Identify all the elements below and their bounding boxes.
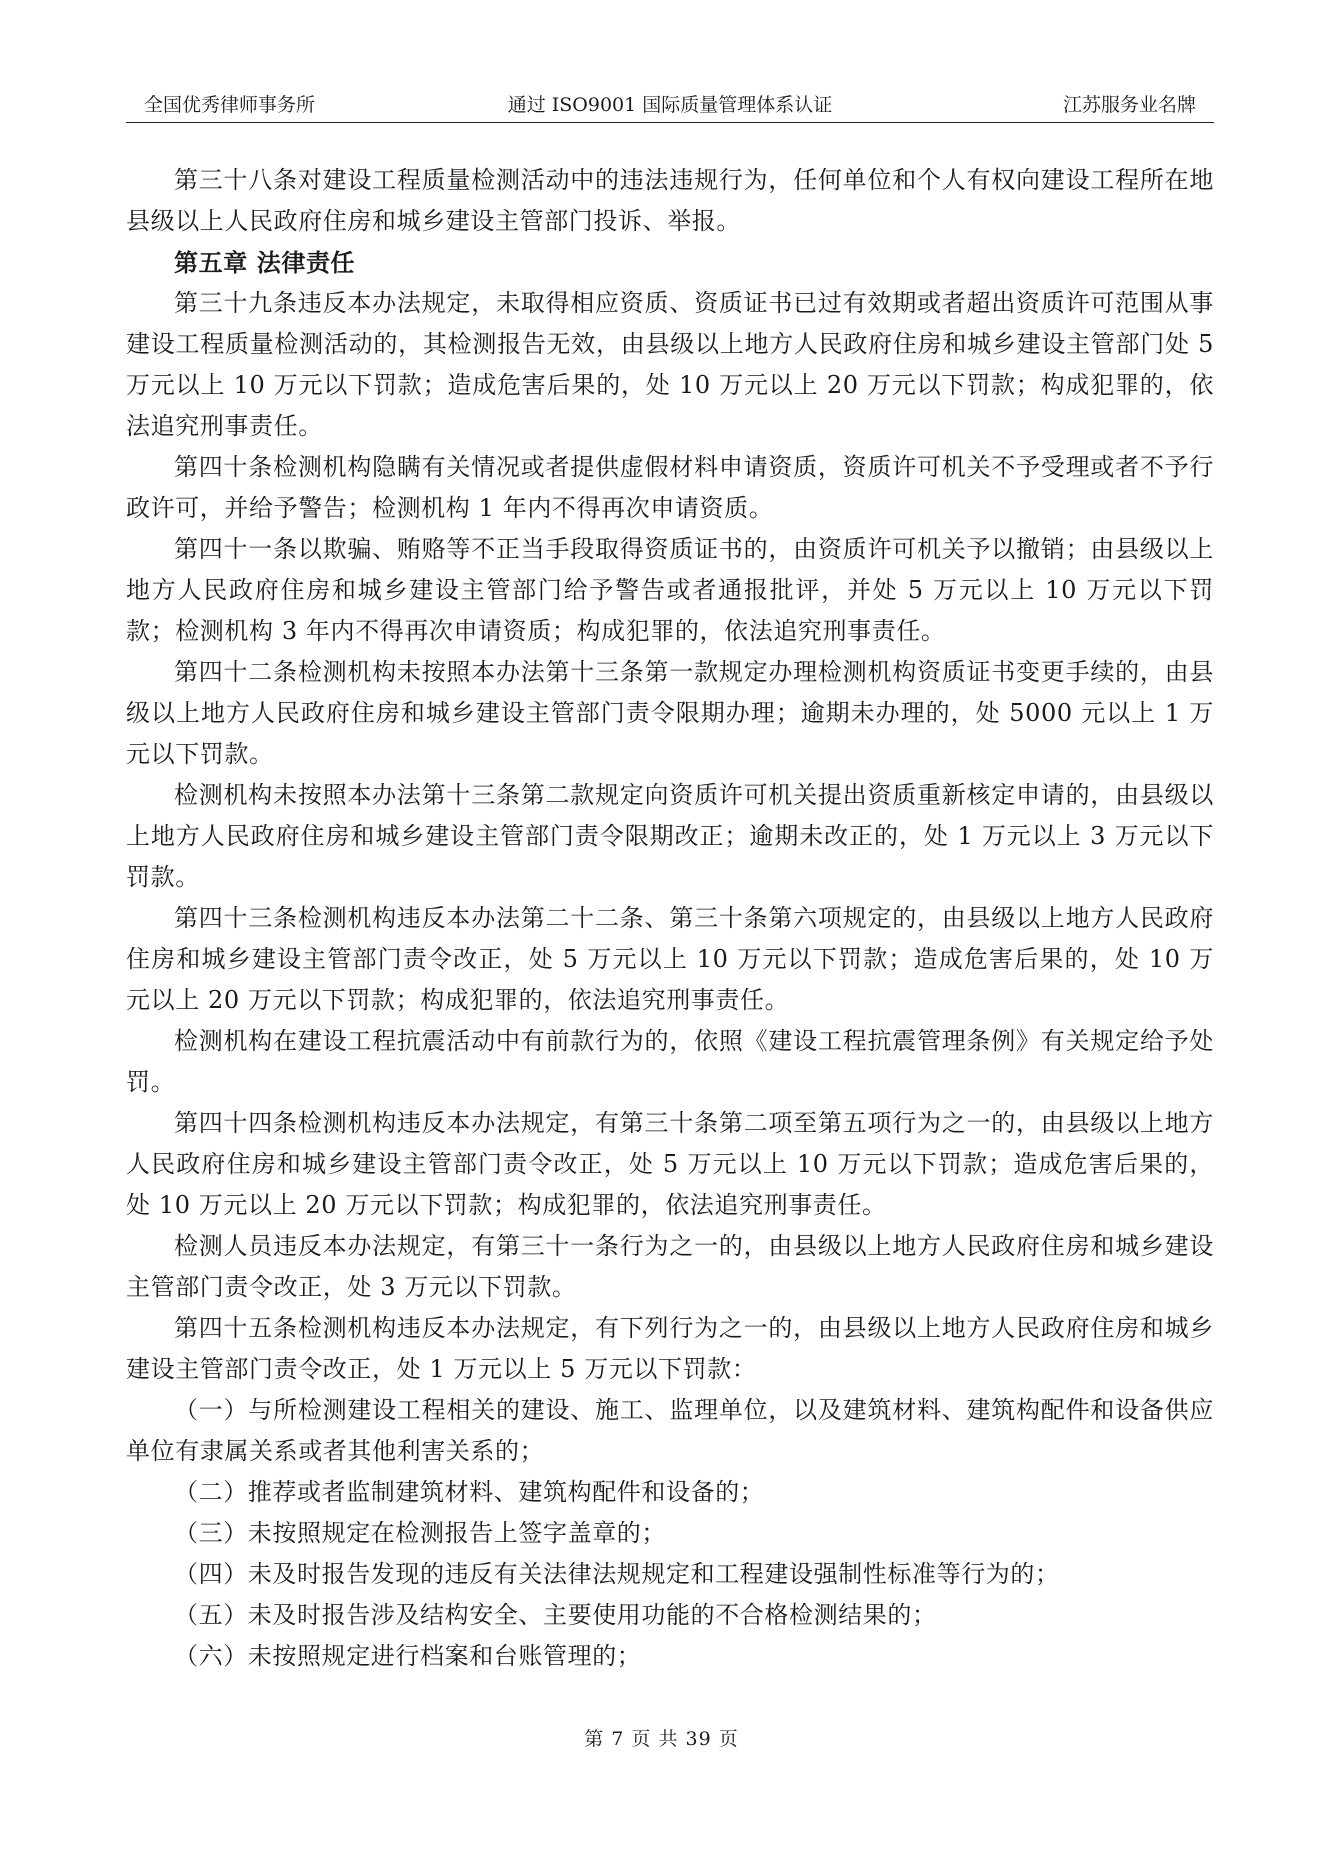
- document-body: [126, 160, 1214, 1677]
- article-39: 第三十九条违反本办法规定，未取得相应资质、资质证书已过有效期或者超出资质许可范围从事建设工程质量检测活动的，其检测报告无效，由县级以上地方人民政府住房和城乡建设主管部门处 5 万元以上 10 万元以下罚款；造成危害后果的，处 10 万元以上 20 万元以下罚款；构成犯罪的，依法追究刑事责任。: [126, 289, 1214, 440]
- article-43: 第四十三条检测机构违反本办法第二十二条、第三十条第六项规定的，由县级以上地方人民政府住房和城乡建设主管部门责令改正，处 5 万元以上 10 万元以下罚款；造成危害后果的，处 10 万元以上 20 万元以下罚款；构成犯罪的，依法追究刑事责任。: [126, 904, 1214, 1014]
- list-item: （三）未按照规定在检测报告上签字盖章的；: [174, 1519, 666, 1547]
- article-40: 第四十条检测机构隐瞒有关情况或者提供虚假材料申请资质，资质许可机关不予受理或者不予行政许可，并给予警告；检测机构 1 年内不得再次申请资质。: [126, 453, 1214, 522]
- list-item: （五）未及时报告涉及结构安全、主要使用功能的不合格检测结果的；: [174, 1601, 937, 1629]
- page-number: 第 7 页 共 39 页: [584, 1728, 739, 1750]
- header-firm-title: 全国优秀律师事务所: [144, 94, 316, 116]
- article-41: 第四十一条以欺骗、贿赂等不正当手段取得资质证书的，由资质许可机关予以撤销；由县级以上地方人民政府住房和城乡建设主管部门给予警告或者通报批评，并处 5 万元以上 10 万元以下罚款；检测机构 3 年内不得再次申请资质；构成犯罪的，依法追究刑事责任。: [126, 535, 1214, 645]
- article-45: 第四十五条检测机构违反本办法规定，有下列行为之一的，由县级以上地方人民政府住房和城乡建设主管部门责令改正，处 1 万元以上 5 万元以下罚款：: [126, 1314, 1214, 1383]
- article-44-paragraph-2: 检测人员违反本办法规定，有第三十一条行为之一的，由县级以上地方人民政府住房和城乡建设主管部门责令改正，处 3 万元以下罚款。: [126, 1232, 1214, 1301]
- list-item: （二）推荐或者监制建筑材料、建筑构配件和设备的；: [174, 1478, 765, 1506]
- article-38: 第三十八条对建设工程质量检测活动中的违法违规行为，任何单位和个人有权向建设工程所在地县级以上人民政府住房和城乡建设主管部门投诉、举报。: [126, 166, 1214, 235]
- header-certification: 通过 ISO9001 国际质量管理体系认证: [507, 94, 833, 116]
- list-item: （四）未及时报告发现的违反有关法律法规规定和工程建设强制性标准等行为的；: [174, 1560, 1060, 1588]
- list-item: （六）未按照规定进行档案和台账管理的；: [174, 1642, 642, 1670]
- page-header: [126, 88, 1214, 123]
- article-44: 第四十四条检测机构违反本办法规定，有第三十条第二项至第五项行为之一的，由县级以上地方人民政府住房和城乡建设主管部门责令改正，处 5 万元以上 10 万元以下罚款；造成危害后果的，处 10 万元以上 20 万元以下罚款；构成犯罪的，依法追究刑事责任。: [126, 1109, 1214, 1219]
- article-42: 第四十二条检测机构未按照本办法第十三条第一款规定办理检测机构资质证书变更手续的，由县级以上地方人民政府住房和城乡建设主管部门责令限期办理；逾期未办理的，处 5000 元以上 1 万元以下罚款。: [126, 658, 1214, 768]
- list-item: （一）与所检测建设工程相关的建设、施工、监理单位，以及建筑材料、建筑构配件和设备供应单位有隶属关系或者其他利害关系的；: [126, 1396, 1214, 1465]
- article-42-paragraph-2: 检测机构未按照本办法第十三条第二款规定向资质许可机关提出资质重新核定申请的，由县级以上地方人民政府住房和城乡建设主管部门责令限期改正；逾期未改正的，处 1 万元以上 3 万元以下罚款。: [126, 781, 1214, 891]
- header-brand-title: 江苏服务业名牌: [1062, 94, 1196, 116]
- chapter-heading: 第五章 法律责任: [174, 248, 356, 277]
- article-43-paragraph-2: 检测机构在建设工程抗震活动中有前款行为的，依照《建设工程抗震管理条例》有关规定给予处罚。: [126, 1027, 1214, 1096]
